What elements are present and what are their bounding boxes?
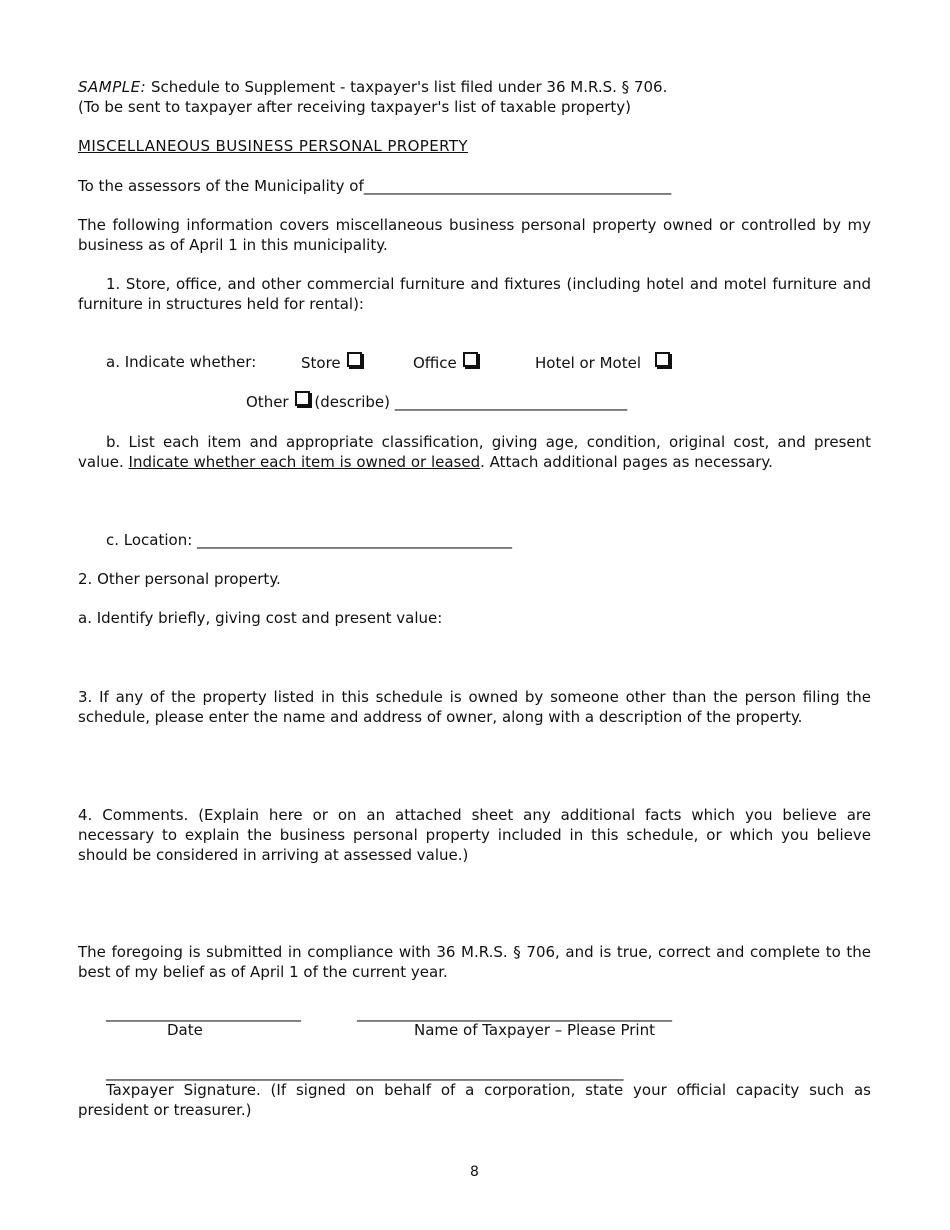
item4-text: 4. Comments. (Explain here or on an attached sheet any additional facts which you believe are necessary to explain the business personal property included in this schedule, or which you believe should be considered in arriving at assessed value.): [78, 806, 871, 864]
assessors-line: To the assessors of the Municipality of_________________________________________: [78, 177, 672, 195]
date-line[interactable]: __________________________: [106, 1004, 301, 1022]
date-label: Date: [167, 1021, 203, 1039]
signature-text: Taxpayer Signature. (If signed on behalf of a corporation, state your official capacity such as president or treasurer.): [78, 1081, 871, 1119]
name-label: Name of Taxpayer – Please Print: [414, 1021, 655, 1039]
option-other[interactable]: [246, 391, 627, 412]
item1-a-label: a. Indicate whether:: [106, 353, 257, 371]
option-hotel-motel-label: Hotel or Motel: [535, 354, 642, 372]
signature-line[interactable]: _____________________________________________________________________: [106, 1063, 624, 1081]
compliance-text: The foregoing is submitted in compliance with 36 M.R.S. § 706, and is true, correct and complete to the best of my belief as of April 1 of the current year.: [78, 943, 871, 981]
option-store-label: Store: [301, 354, 341, 372]
store-checkbox[interactable]: [347, 352, 362, 367]
form-title: MISCELLANEOUS BUSINESS PERSONAL PROPERTY: [78, 137, 468, 155]
item3-text: 3. If any of the property listed in this schedule is owned by someone other than the person filing the schedule, please enter the name and address of owner, along with a description of the property.: [78, 688, 871, 726]
option-store[interactable]: [301, 352, 362, 373]
option-hotel-motel[interactable]: [535, 352, 670, 373]
item1-text: 1. Store, office, and other commercial furniture and fixtures (including hotel and motel furniture and furniture in structures held for rental):: [78, 275, 871, 313]
option-office[interactable]: [413, 352, 478, 373]
sample-label: SAMPLE:: [78, 78, 147, 96]
describe-field[interactable]: (describe) _______________________________: [314, 393, 628, 411]
option-other-label: Other: [246, 393, 289, 411]
item1-b-underlined: Indicate whether each item is owned or leased: [128, 453, 481, 471]
other-checkbox[interactable]: [295, 391, 310, 406]
header-schedule-text: Schedule to Supplement - taxpayer's list filed under 36 M.R.S. § 706.: [150, 78, 668, 96]
header-line-2: (To be sent to taxpayer after receiving taxpayer's list of taxable property): [78, 98, 632, 116]
item2-heading: 2. Other personal property.: [78, 570, 281, 588]
location-field[interactable]: c. Location: __________________________________________: [106, 531, 513, 549]
intro-paragraph: The following information covers miscellaneous business personal property owned or controlled by my business as of April 1 in this municipality.: [78, 216, 871, 254]
name-line[interactable]: __________________________________________: [357, 1004, 672, 1022]
option-office-label: Office: [413, 354, 457, 372]
header-line-1: [78, 77, 667, 97]
item2-a-text: a. Identify briefly, giving cost and present value:: [78, 609, 443, 627]
page-number: 8: [470, 1164, 479, 1180]
item1-b-text: [78, 432, 871, 472]
item1-b-before: b. List each item and appropriate classification, giving age, condition, original cost, and present value.: [78, 433, 871, 471]
item1-b-after: . Attach additional pages as necessary.: [480, 453, 773, 471]
office-checkbox[interactable]: [463, 352, 478, 367]
hotel-motel-checkbox[interactable]: [655, 352, 670, 367]
